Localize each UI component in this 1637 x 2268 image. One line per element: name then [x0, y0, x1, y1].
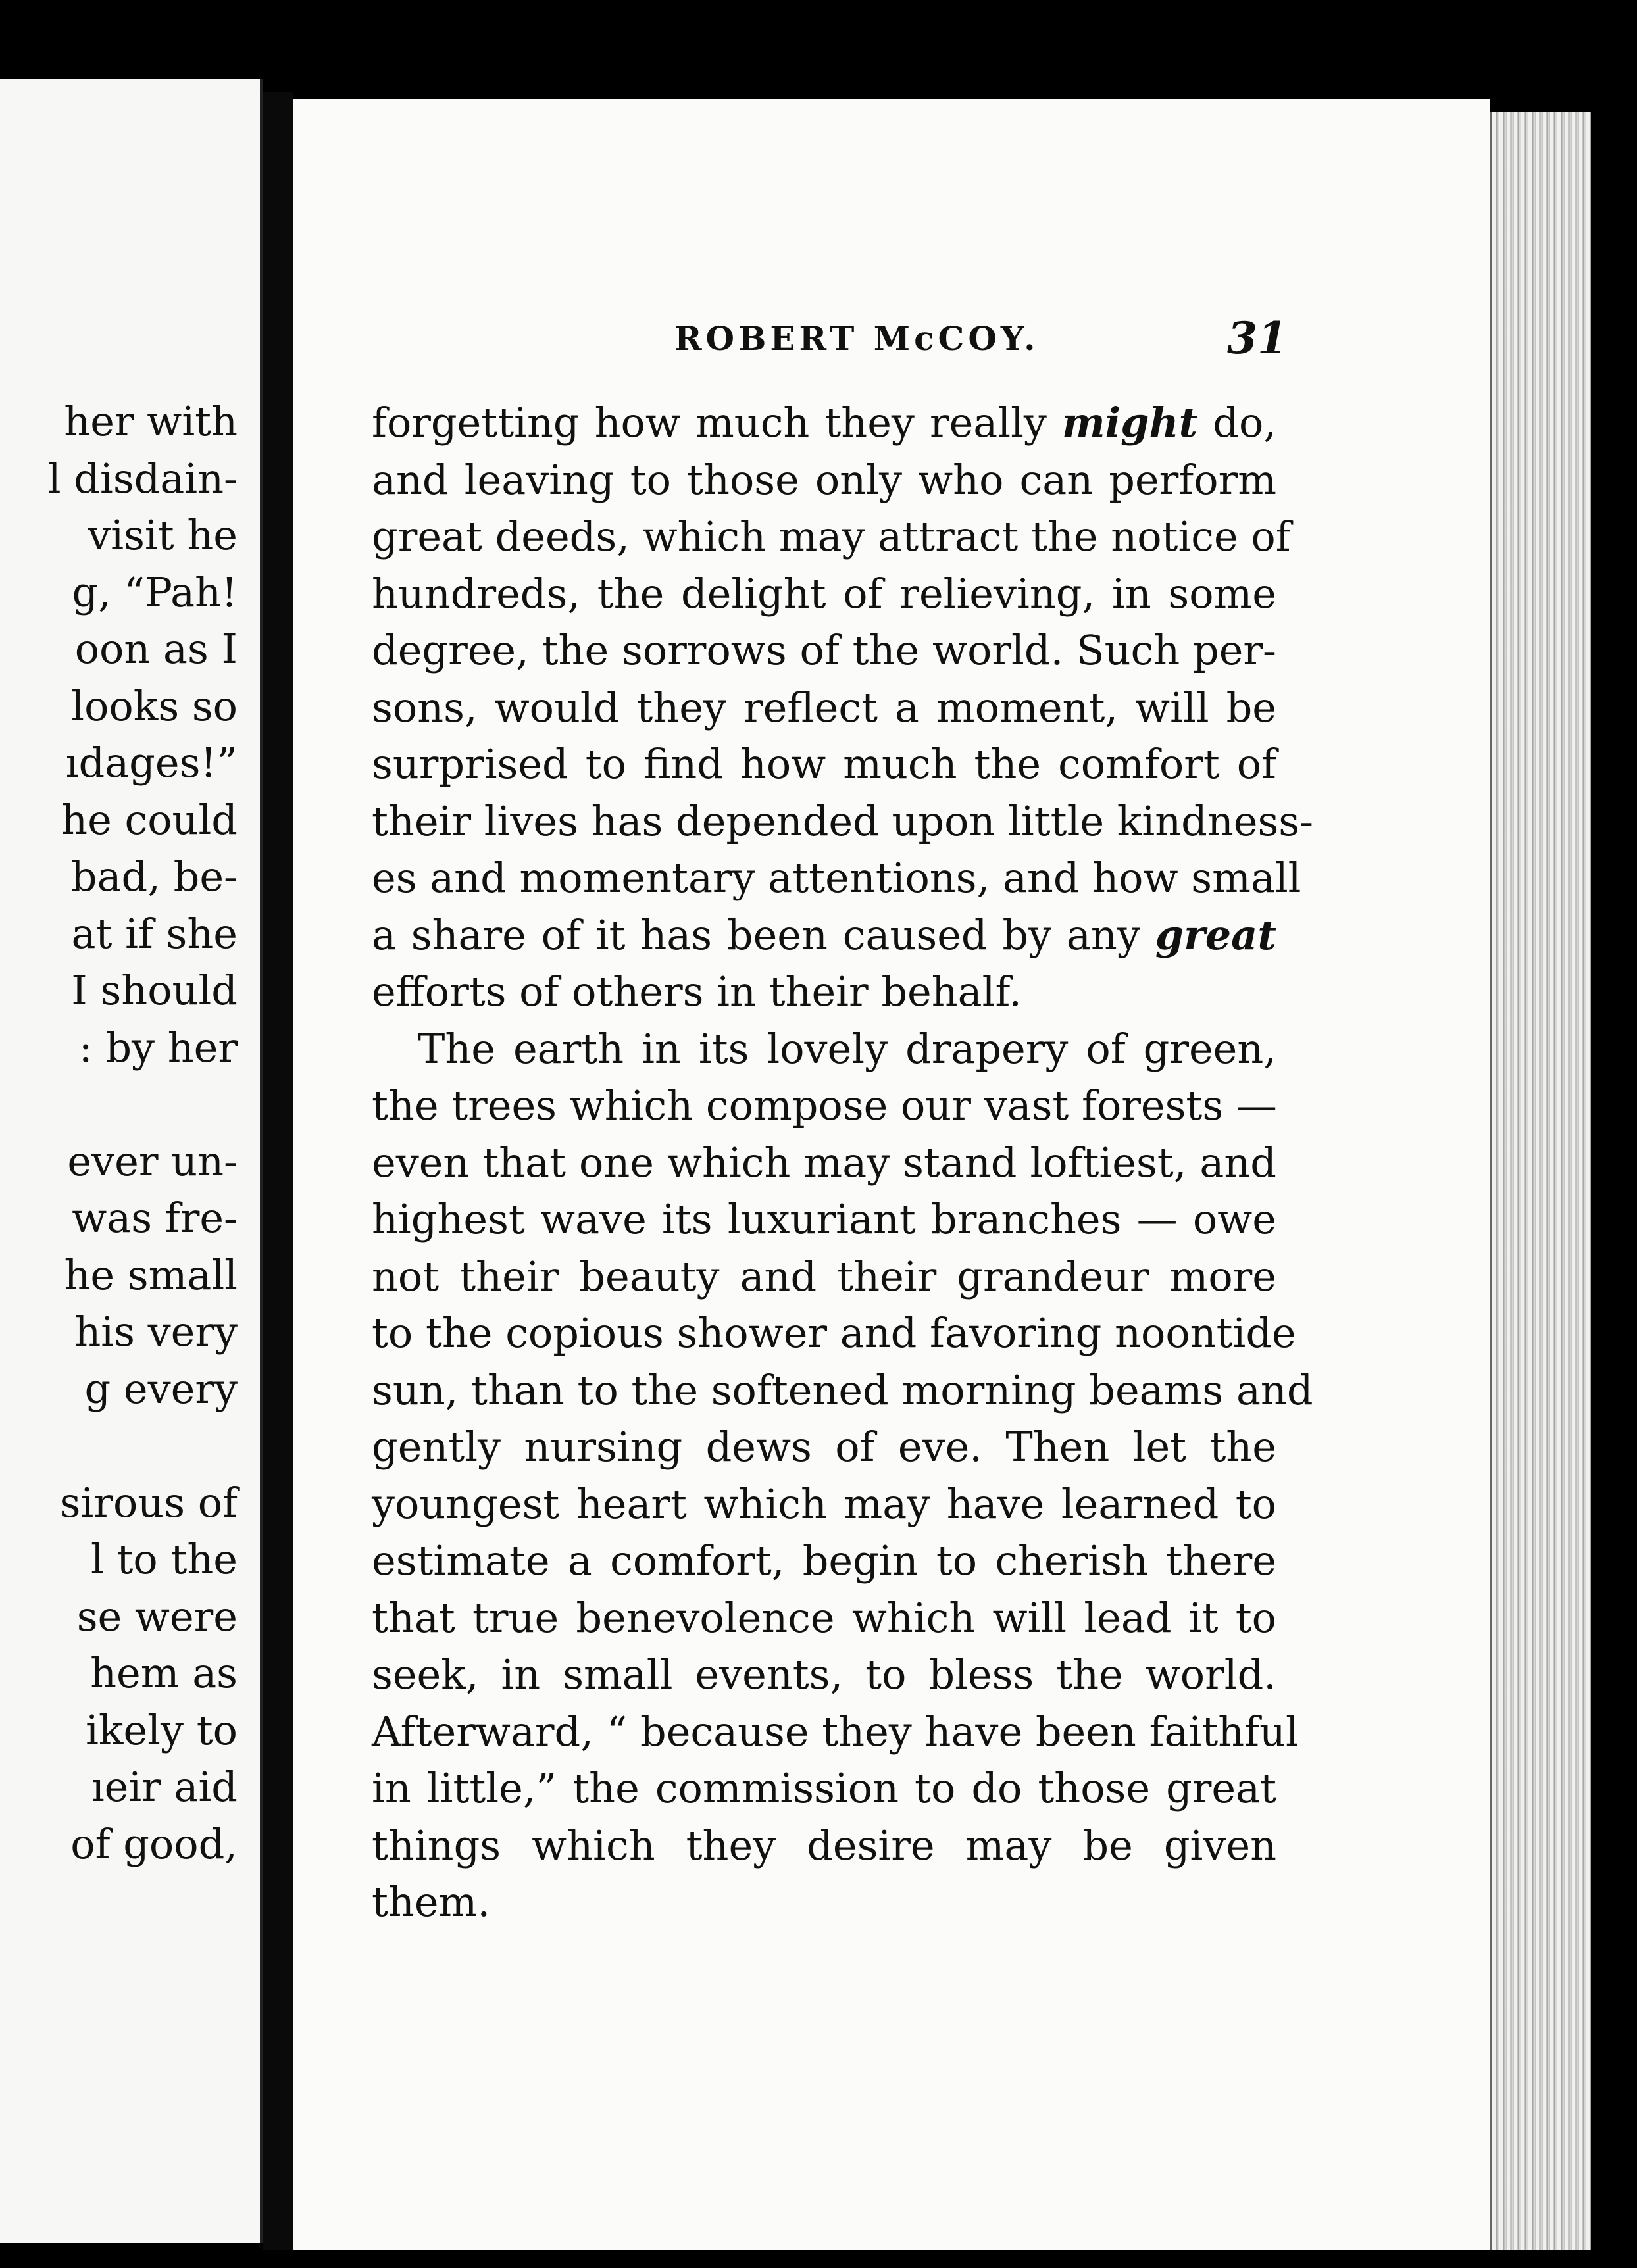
text-run: do, — [1197, 399, 1276, 447]
text-run: and leaving to those only who can perform — [372, 455, 1276, 504]
left-page-line: he small — [64, 1250, 238, 1299]
text-run: hundreds, the delight of relieving, in some — [372, 569, 1276, 618]
text-line: even that one which may stand loftiest, and — [372, 1138, 1276, 1187]
page-edges — [1490, 112, 1591, 2250]
text-line: things which they desire may be given — [372, 1821, 1276, 1869]
text-run: surprised to find how much the comfort of — [372, 740, 1276, 788]
running-head: ROBERT McCOY. — [674, 319, 1040, 358]
left-page-line: bad, be- — [70, 852, 238, 900]
text-line: The earth in its lovely drapery of green, — [418, 1024, 1276, 1073]
left-page-line: ever un- — [67, 1137, 238, 1185]
text-line — [372, 395, 1276, 452]
text-line: the trees which compose our vast forests — — [372, 1081, 1277, 1129]
left-page-line: sirous of — [59, 1478, 238, 1527]
left-page-line: se were — [76, 1592, 238, 1640]
text-line: to the copious shower and favoring noontide — [372, 1309, 1296, 1357]
paragraph-1 — [372, 395, 1314, 1021]
left-page-line: : by her — [78, 1023, 238, 1072]
text-line — [372, 679, 1276, 737]
text-run: their lives has depended upon little kindness- — [372, 797, 1314, 845]
left-page-line: ıeir aid — [91, 1763, 238, 1811]
text-line — [372, 793, 1314, 851]
text-run: forgetting how much they really — [372, 399, 1062, 447]
left-page-line: his very — [74, 1308, 238, 1356]
text-line: highest wave its luxuriant branches — owe — [372, 1195, 1276, 1243]
left-page-line: ikely to — [86, 1706, 238, 1754]
text-line — [372, 508, 1291, 566]
text-run: great deeds, which may attract the notice of — [372, 512, 1291, 560]
left-page-line: l to the — [90, 1535, 238, 1583]
body-text — [372, 395, 1314, 1931]
left-page-line: oon as I — [74, 625, 238, 673]
text-line: Afterward, “ because they have been faithful — [372, 1707, 1299, 1756]
text-line: that true benevolence which will lead it to — [372, 1593, 1276, 1642]
left-page — [0, 79, 263, 2243]
left-page-line: visit he — [88, 511, 238, 559]
left-page-line: at if she — [71, 909, 238, 958]
text-line — [372, 964, 1276, 1021]
page-number: 31 — [1227, 312, 1288, 364]
text-line — [372, 736, 1276, 793]
left-page-line: of good, — [70, 1819, 238, 1868]
text-run: a share of it has been caused by any — [372, 910, 1155, 959]
text-line: estimate a comfort, begin to cherish there — [372, 1537, 1276, 1585]
italic-text: might — [1062, 399, 1198, 447]
left-page-line: her with — [64, 397, 238, 445]
left-page-line: g, “Pah! — [72, 568, 238, 616]
text-line: seek, in small events, to bless the world. — [372, 1650, 1276, 1698]
text-line: sun, than to the softened morning beams and — [372, 1366, 1313, 1414]
text-line — [372, 907, 1276, 964]
text-line: in little,” the commission to do those great — [372, 1764, 1276, 1812]
text-line — [372, 850, 1301, 907]
left-page-line: looks so — [71, 681, 238, 730]
text-line — [372, 566, 1276, 623]
text-run: sons, would they reflect a moment, will be — [372, 683, 1276, 731]
left-page-line: hem as — [90, 1649, 238, 1697]
text-line: youngest heart which may have learned to — [372, 1479, 1276, 1528]
text-run: es and momentary attentions, and how small — [372, 854, 1301, 902]
text-line: them. — [372, 1878, 491, 1926]
left-page-line: he could — [61, 795, 238, 844]
text-line: gently nursing dews of eve. Then let the — [372, 1423, 1276, 1471]
italic-text: great — [1155, 910, 1276, 959]
left-page-line: l disdain- — [47, 454, 238, 503]
text-line — [372, 452, 1276, 509]
left-page-line: ıdages!” — [65, 739, 238, 787]
left-page-line: g every — [84, 1364, 238, 1413]
book-gutter — [263, 92, 293, 2250]
text-line — [372, 622, 1276, 679]
text-run: efforts of others in their behalf. — [372, 968, 1022, 1016]
paragraph-2 — [372, 1021, 1313, 1931]
text-run: degree, the sorrows of the world. Such per- — [372, 626, 1276, 674]
left-page-line: I should — [71, 966, 238, 1014]
left-page-line: was fre- — [72, 1194, 238, 1242]
text-line: not their beauty and their grandeur more — [372, 1252, 1276, 1300]
